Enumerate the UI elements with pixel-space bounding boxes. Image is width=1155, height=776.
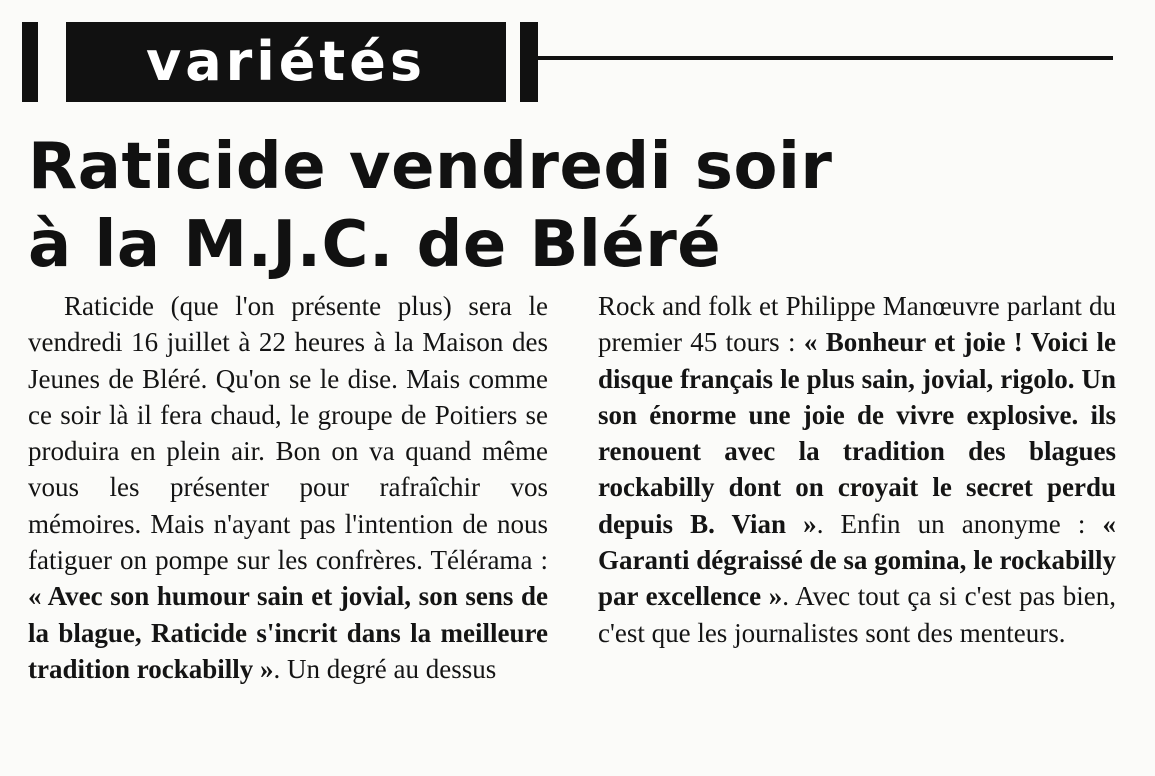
right-paragraph-middle: . Enfin un anonyme : bbox=[816, 508, 1103, 539]
rubric-label: variétés bbox=[66, 22, 506, 102]
headline-line-2: à la M.J.C. de Bléré bbox=[28, 208, 722, 282]
rubric-rule bbox=[538, 56, 1113, 60]
right-paragraph-text: Rock and folk et Philippe Manœuvre parlant du premier 45 tours : bbox=[598, 291, 1116, 358]
headline-line-1: Raticide vendredi soir bbox=[28, 130, 833, 204]
telerama-quote: « Avec son humour sain et jovial, son sens de la blague, Raticide s'incrit dans la meilleure tradition rockabilly » bbox=[28, 581, 548, 684]
left-paragraph-text: Raticide (que l'on présente plus) sera le vendredi 16 juillet à 22 heures à la Maison des Jeunes de Bléré. Qu'on se le dise. Mais comme ce soir là il fera chaud, le groupe de Poitiers se produira en plein air. Bon on va quand même vous les présenter pour rafraîchir vos mémoires. Mais n'ayant pas l'intention de nous fatiguer on pompe sur les confrères. Télérama : bbox=[28, 291, 548, 576]
anonymous-quote: « Garanti dégraissé de sa gomina, le rockabilly par excellence » bbox=[598, 508, 1116, 612]
article-column-left bbox=[28, 288, 548, 687]
rubric-bar-right bbox=[520, 22, 538, 102]
rubric-bar-left bbox=[22, 22, 38, 102]
right-paragraph-end: . Avec tout ça si c'est pas bien, c'est que les journalistes sont des menteurs. bbox=[598, 581, 1117, 648]
rock-and-folk-quote: « Bonheur et joie ! Voici le disque français le plus sain, jovial, rigolo. Un son énorme une joie de vivre explosive. ils renouent avec la tradition des blagues rockabilly dont on croyait le secret perdu depuis B. Vian » bbox=[598, 327, 1116, 539]
left-paragraph-end: . Un degré au dessus bbox=[273, 653, 497, 684]
article-column-right bbox=[598, 288, 1116, 651]
headline bbox=[28, 128, 1128, 284]
